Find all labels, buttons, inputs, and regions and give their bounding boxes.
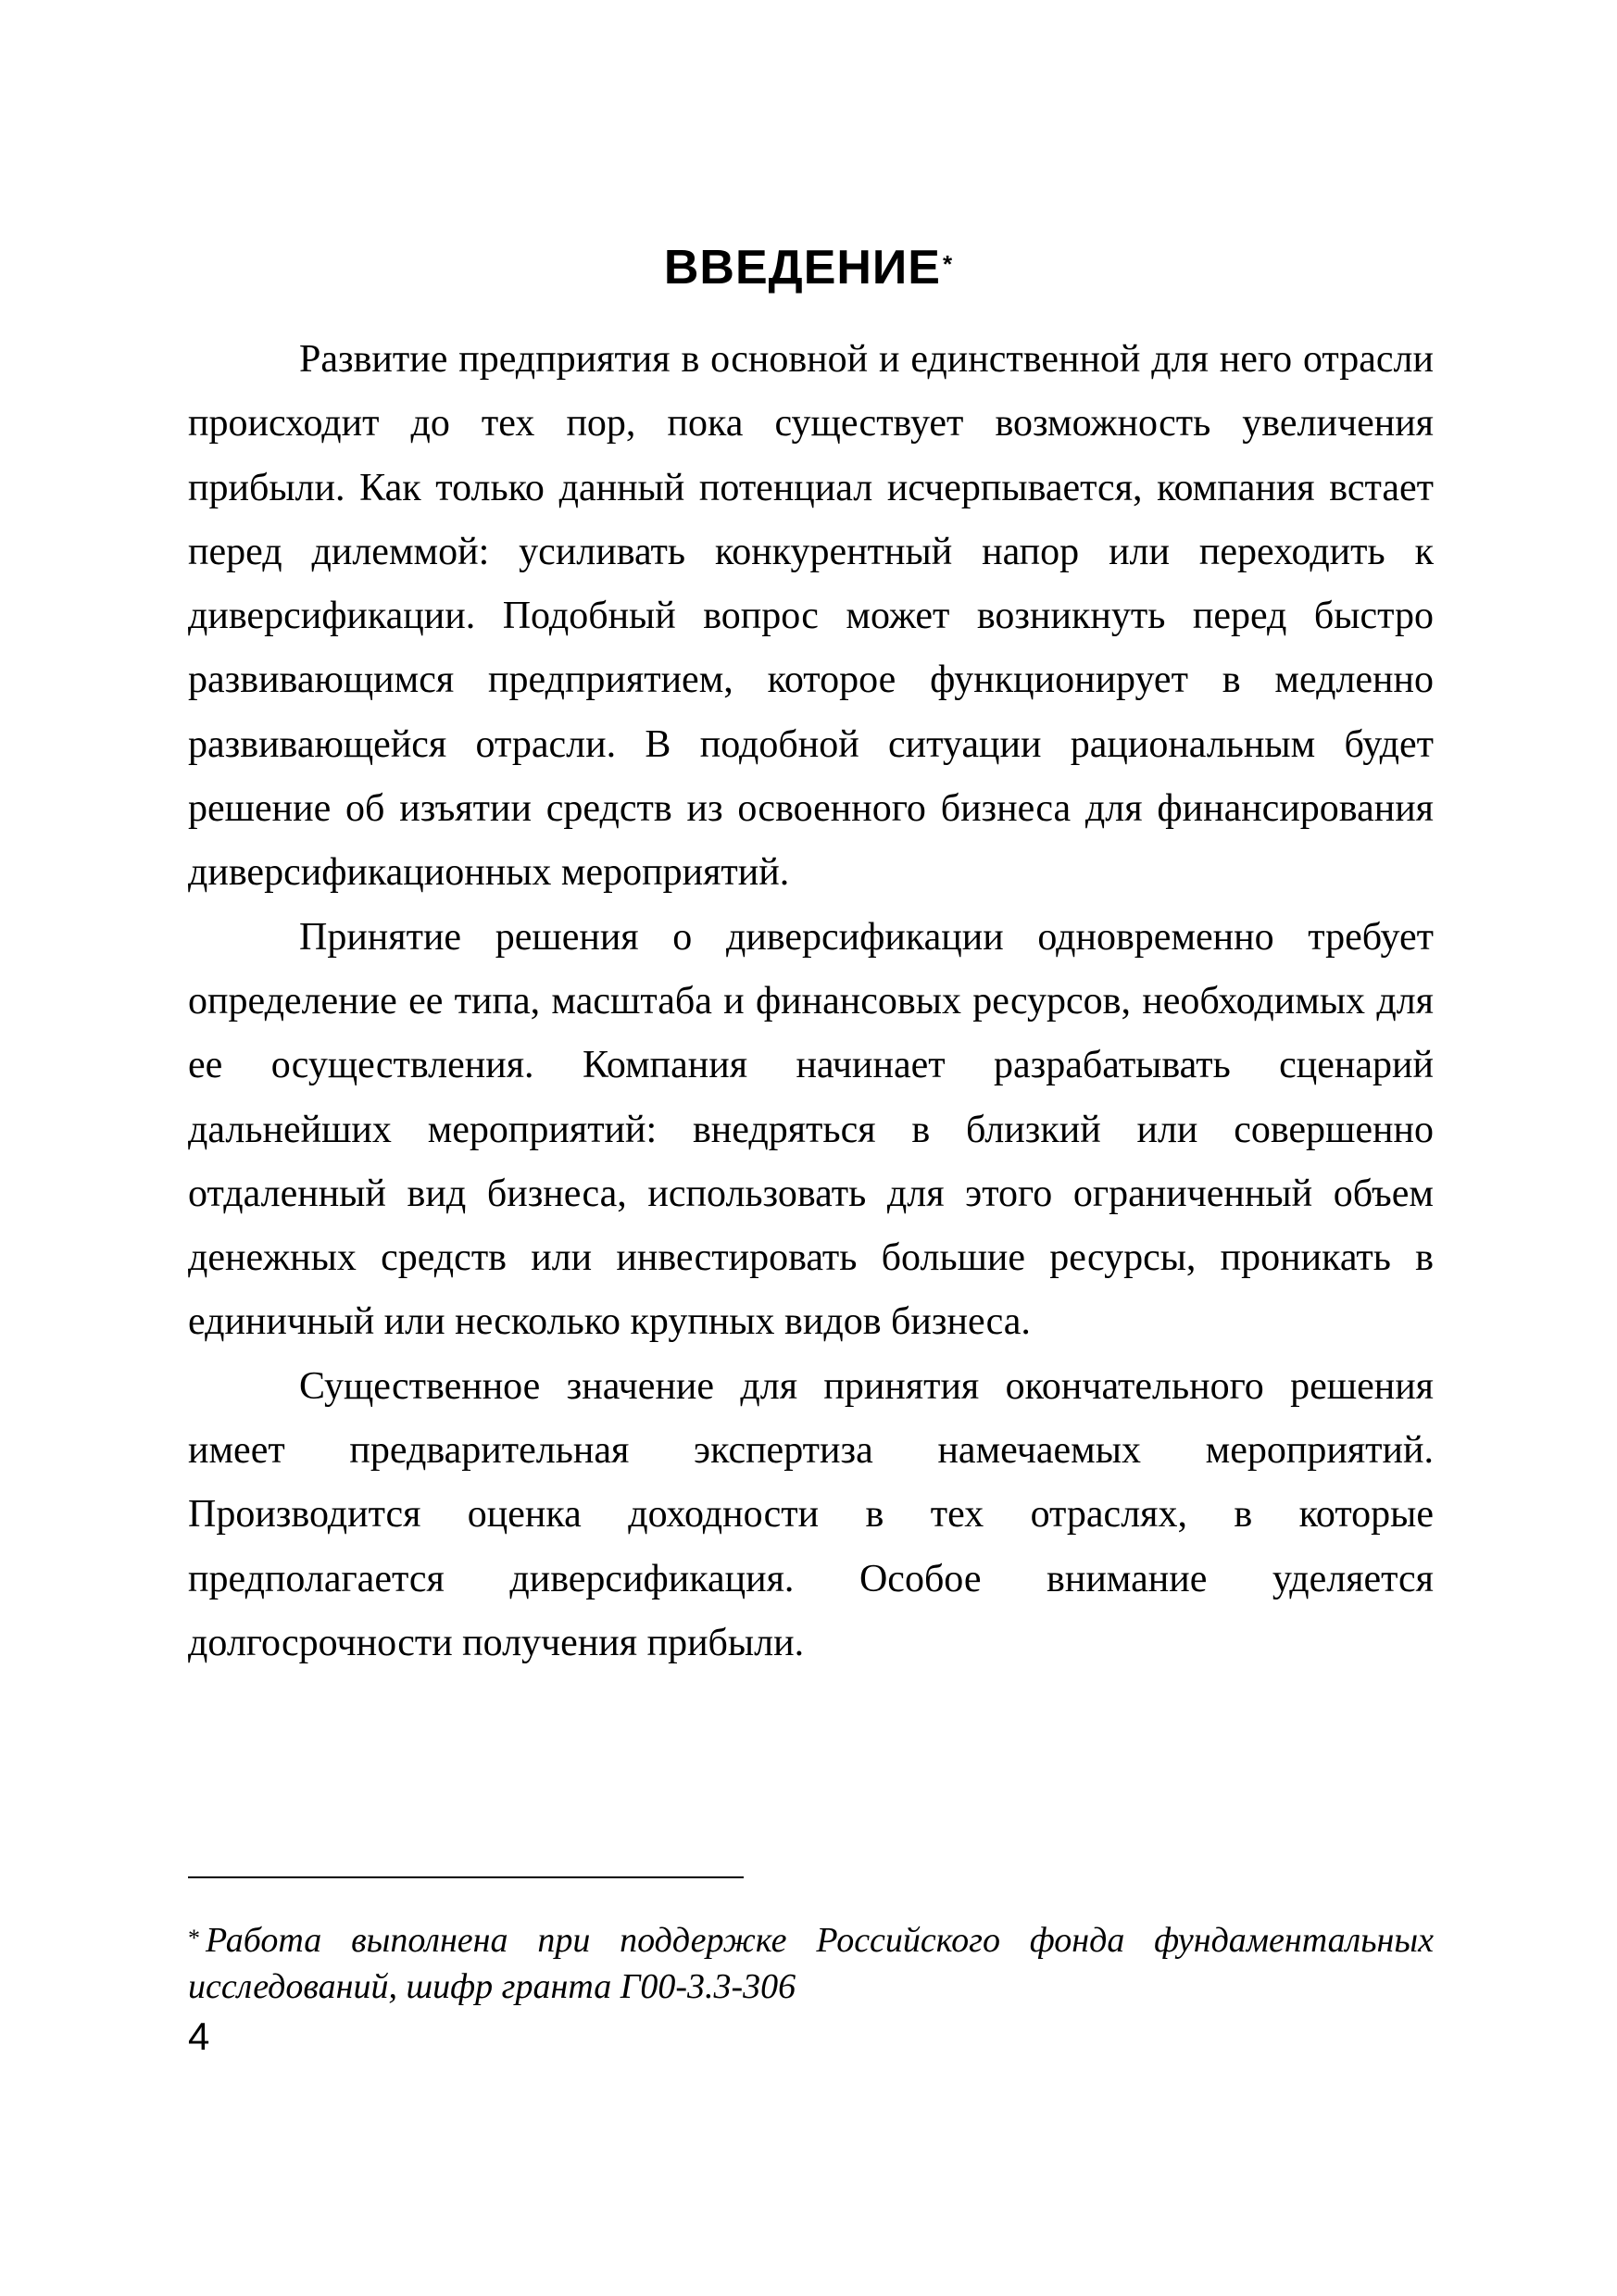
footnote: [188, 1917, 1434, 2010]
paragraph-3: Существенное значение для принятия окончательного решения имеет предварительная экспертиза намечаемых мероприятий. Производится оценка доходности в тех отраслях, в которые предполагается диверсификация. Особое внимание уделяется долгосрочности получения прибыли.: [188, 1364, 1434, 1664]
page-title-text: ВВЕДЕНИЕ: [663, 240, 941, 295]
title-footnote-mark: *: [943, 249, 954, 278]
paragraph-2: Принятие решения о диверсификации одновременно требует определение ее типа, масштаба и финансовых ресурсов, необходимых для ее осуществления. Компания начинает разрабатывать сценарий дальнейших мероприятий: внедряться в близкий или совершенно отдаленный вид бизнеса, использовать для этого ограниченный объем денежных средств или инвестировать большие ресурсы, проникать в единичный или несколько крупных видов бизнеса.: [188, 915, 1434, 1344]
body-text: [188, 328, 1434, 1675]
footnote-text: Работа выполнена при поддержке Российского фонда фундаментальных исследований, шифр гранта Г00-3.3-306: [188, 1921, 1434, 2006]
paragraph-1: Развитие предприятия в основной и единственной для него отрасли происходит до тех пор, пока существует возможность увеличения прибыли. Как только данный потенциал исчерпывается, компания встает перед дилеммой: усиливать конкурентный напор или переходить к диверсификации. Подобный вопрос может возникнуть перед быстро развивающимся предприятием, которое функционирует в медленно развивающейся отрасли. В подобной ситуации рациональным будет решение об изъятии средств из освоенного бизнеса для финансирования диверсификационных мероприятий.: [188, 338, 1434, 895]
page-number: 4: [188, 2014, 210, 2058]
footnote-mark: *: [188, 1925, 200, 1951]
page-title: [0, 238, 1617, 297]
footnote-separator: [188, 1876, 744, 1878]
